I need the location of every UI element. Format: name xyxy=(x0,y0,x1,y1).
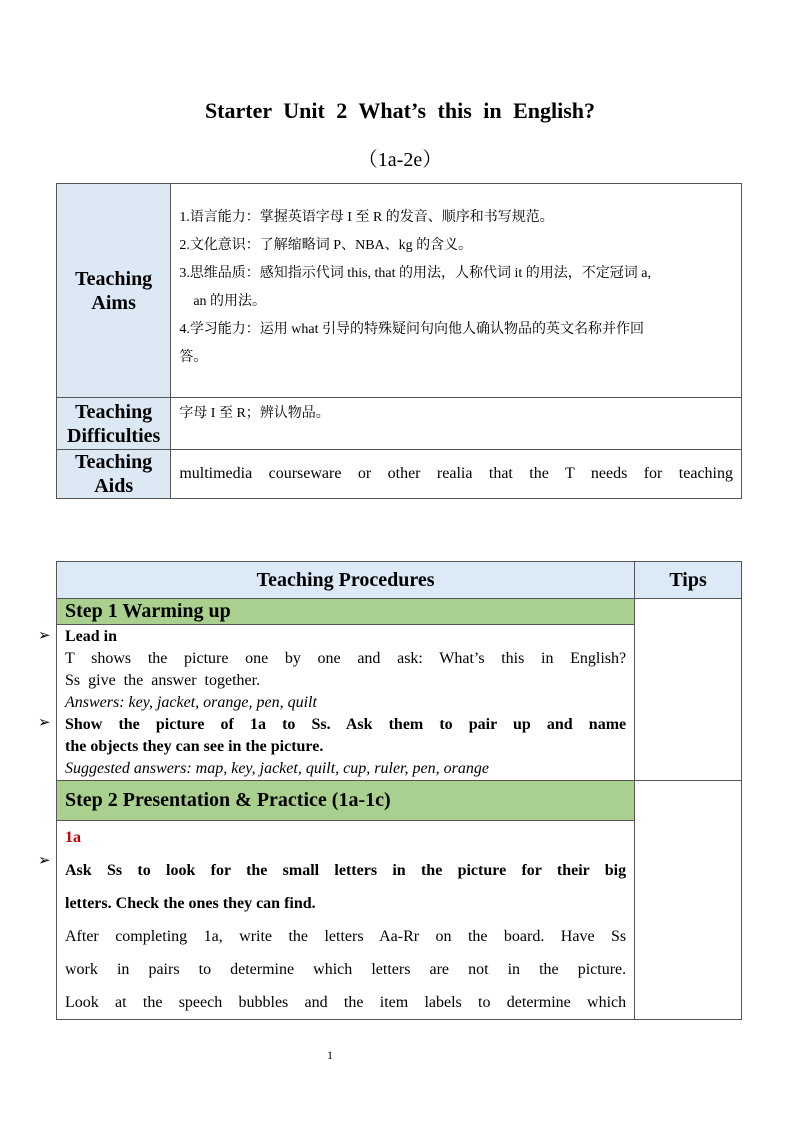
step1-tips-cell xyxy=(635,599,742,781)
aims-content xyxy=(171,184,742,398)
step1-line: Show the picture of 1a to Ss. Ask them to pair up and name xyxy=(65,716,627,733)
step2-line: Ask Ss to look for the small letters in the picture for their big xyxy=(65,862,627,879)
aim-item: 4.学习能力：运用 what 引导的特殊疑问句向他人确认物品的英文名称并作回 xyxy=(179,322,645,337)
bullet-arrow-icon: ➢ xyxy=(38,628,51,644)
aim-item: an 的用法。 xyxy=(193,294,267,309)
teaching-procedures-table xyxy=(56,561,742,1020)
aids-label: Teaching Aids xyxy=(57,450,171,499)
bullet-arrow-icon: ➢ xyxy=(38,715,51,731)
step2-section-label: 1a xyxy=(65,829,81,846)
aids-content xyxy=(171,450,742,499)
step2-line: After completing 1a, write the letters Aa-Rr on the board. Have Ss xyxy=(65,928,627,945)
difficulties-content xyxy=(171,398,742,450)
step1-answers: Answers: key, jacket, orange, pen, quilt xyxy=(65,694,317,711)
aim-item: 答。 xyxy=(179,350,208,365)
page-number: 1 xyxy=(327,1048,333,1062)
step2-body xyxy=(57,821,635,1020)
step2-line: Look at the speech bubbles and the item labels to determine which xyxy=(65,994,627,1011)
aim-item: 2.文化意识：了解缩略词 P、NBA、kg 的含义。 xyxy=(179,238,473,253)
page-title: Starter Unit 2 What’s this in English? xyxy=(204,98,596,123)
step2-line: work in pairs to determine which letters are not in the picture. xyxy=(65,961,627,978)
tips-header: Tips xyxy=(635,562,742,599)
step1-suggested-answers: Suggested answers: map, key, jacket, quilt, cup, ruler, pen, orange xyxy=(65,760,489,777)
aim-item: 1.语言能力：掌握英语字母 I 至 R 的发音、顺序和书写规范。 xyxy=(179,210,554,225)
procedures-header: Teaching Procedures xyxy=(57,562,635,599)
step2-title: Step 2 Presentation & Practice (1a-1c) xyxy=(57,781,635,821)
aims-label: Teaching Aims xyxy=(57,184,171,398)
step2-tips-cell xyxy=(635,781,742,1020)
aids-text: multimedia courseware or other realia that the T needs for teaching xyxy=(179,465,733,482)
difficulties-label: Teaching Difficulties xyxy=(57,398,171,450)
page-subtitle: （1a-2e） xyxy=(357,149,443,171)
step1-line: the objects they can see in the picture. xyxy=(65,738,324,755)
teaching-aims-table xyxy=(56,183,742,499)
step1-title: Step 1 Warming up xyxy=(57,599,635,625)
step1-body xyxy=(57,625,635,781)
aim-item: 3.思维品质：感知指示代词 this, that 的用法，人称代词 it 的用法，不定冠词 a, xyxy=(179,266,652,281)
difficulties-text: 字母 I 至 R；辨认物品。 xyxy=(179,406,330,421)
bullet-arrow-icon: ➢ xyxy=(38,853,51,869)
lead-in-heading: Lead in xyxy=(65,628,118,645)
step1-line: T shows the picture one by one and ask: What’s this in English? xyxy=(65,650,627,667)
step2-line: letters. Check the ones they can find. xyxy=(65,895,316,912)
step1-line: Ss give the answer together. xyxy=(65,672,261,689)
